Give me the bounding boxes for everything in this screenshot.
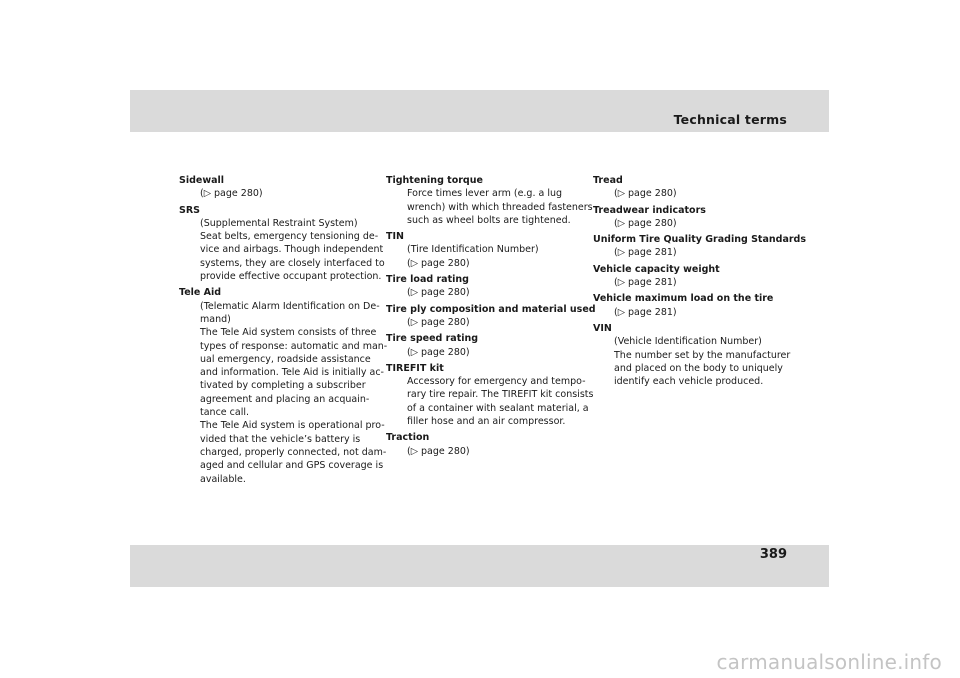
glossary-definition xyxy=(614,306,798,319)
glossary-definition xyxy=(407,375,594,428)
glossary-definition xyxy=(407,316,586,329)
definition-line: tivated by completing a subscriber xyxy=(200,380,366,392)
glossary-column-3 xyxy=(593,174,806,391)
glossary-entry xyxy=(386,303,596,330)
definition-line: provide effective occupant protection. xyxy=(200,271,382,283)
glossary-term: Vehicle maximum load on the tire xyxy=(593,293,774,305)
definition-line: charged, properly connected, not dam- xyxy=(200,446,387,458)
glossary-entry xyxy=(386,273,586,300)
glossary-definition xyxy=(614,187,798,200)
glossary-entry xyxy=(593,204,798,231)
definition-line: (▷ page 280) xyxy=(614,217,677,229)
glossary-definition xyxy=(200,217,385,283)
glossary-definition xyxy=(614,276,798,289)
glossary-entry xyxy=(179,286,388,485)
glossary-term: TIN xyxy=(386,231,404,243)
glossary-entry xyxy=(179,174,379,201)
definition-line: tance call. xyxy=(200,407,249,419)
glossary-term: Treadwear indicators xyxy=(593,204,706,216)
glossary-term: Tread xyxy=(593,175,623,186)
definition-line: (Telematic Alarm Identification on De- xyxy=(200,300,380,312)
definition-line: identify each vehicle produced. xyxy=(614,376,764,388)
definition-line: agreement and placing an acquain- xyxy=(200,393,370,405)
glossary-term: Tire speed rating xyxy=(386,333,479,345)
definition-line: (▷ page 280) xyxy=(407,346,470,358)
definition-line: The number set by the manufacturer xyxy=(614,349,791,361)
glossary-entry xyxy=(386,362,594,428)
definition-line: (Tire Identification Number) xyxy=(407,244,539,256)
glossary-definition xyxy=(407,286,586,299)
definition-line: and information. Tele Aid is initially ac- xyxy=(200,367,384,379)
glossary-term: VIN xyxy=(593,322,612,334)
definition-line: (▷ page 280) xyxy=(407,316,470,328)
glossary-term: Sidewall xyxy=(179,175,225,186)
definition-line: ual emergency, roadside assistance xyxy=(200,353,371,365)
header-band xyxy=(130,90,829,132)
definition-line: and placed on the body to uniquely xyxy=(614,362,783,374)
definition-line: (▷ page 281) xyxy=(614,247,677,259)
watermark-text: carmanualsonline.info xyxy=(716,650,942,674)
definition-line: systems, they are closely interfaced to xyxy=(200,257,385,269)
definition-line: mand) xyxy=(200,313,231,325)
definition-line: (▷ page 280) xyxy=(200,188,263,200)
definition-line: of a container with sealant material, a xyxy=(407,402,589,414)
definition-line: (Supplemental Restraint System) xyxy=(200,217,358,229)
glossary-entry xyxy=(593,322,798,388)
glossary-term: Uniform Tire Quality Grading Standards xyxy=(593,234,806,246)
glossary-definition xyxy=(407,445,586,458)
definition-line: such as wheel bolts are tightened. xyxy=(407,214,571,226)
glossary-term: Traction xyxy=(386,432,430,444)
glossary-term: SRS xyxy=(179,204,200,216)
glossary-entry xyxy=(593,174,798,201)
definition-line: (▷ page 281) xyxy=(614,277,677,289)
glossary-column-1 xyxy=(179,174,388,489)
glossary-entry xyxy=(593,263,798,290)
definition-line: aged and cellular and GPS coverage is xyxy=(200,460,384,472)
glossary-definition xyxy=(614,335,798,388)
definition-line: Force times lever arm (e.g. a lug xyxy=(407,188,563,200)
glossary-definition xyxy=(614,217,798,230)
definition-line: (▷ page 281) xyxy=(614,306,677,318)
definition-line: (▷ page 280) xyxy=(407,287,470,299)
glossary-entry xyxy=(386,332,586,359)
definition-line: Accessory for emergency and tempo- xyxy=(407,376,586,388)
glossary-entry xyxy=(593,292,798,319)
footer-band xyxy=(130,545,829,587)
definition-line: filler hose and an air compressor. xyxy=(407,416,566,428)
glossary-term: Tightening torque xyxy=(386,175,483,186)
glossary-term: Vehicle capacity weight xyxy=(593,263,720,275)
definition-line: (▷ page 280) xyxy=(407,257,470,269)
glossary-definition xyxy=(407,187,593,227)
definition-line: Seat belts, emergency tensioning de- xyxy=(200,231,379,243)
glossary-term: Tire load rating xyxy=(386,274,469,286)
section-title: Technical terms xyxy=(673,112,787,127)
definition-line: The Tele Aid system is operational pro- xyxy=(200,420,385,432)
definition-line: wrench) with which threaded fasteners xyxy=(407,201,593,213)
glossary-entry xyxy=(179,204,385,284)
glossary-entry xyxy=(386,230,586,270)
glossary-term: TIREFIT kit xyxy=(386,362,444,374)
glossary-definition xyxy=(614,246,798,259)
glossary-entry xyxy=(386,431,586,458)
glossary-definition xyxy=(407,243,586,270)
glossary-entry xyxy=(593,233,806,260)
definition-line: available. xyxy=(200,473,246,485)
glossary-column-2 xyxy=(386,174,596,461)
definition-line: (Vehicle Identification Number) xyxy=(614,336,762,348)
page-number: 389 xyxy=(759,547,787,562)
glossary-entry xyxy=(386,174,593,227)
glossary-term: Tele Aid xyxy=(179,287,222,299)
glossary-term: Tire ply composition and material used xyxy=(386,303,596,315)
glossary-definition xyxy=(200,300,388,486)
definition-line: types of response: automatic and man- xyxy=(200,340,388,352)
definition-line: rary tire repair. The TIREFIT kit consists xyxy=(407,389,594,401)
glossary-definition xyxy=(407,346,586,359)
definition-line: vice and airbags. Though independent xyxy=(200,244,384,256)
glossary-definition xyxy=(200,187,379,200)
definition-line: (▷ page 280) xyxy=(614,188,677,200)
definition-line: vided that the vehicle’s battery is xyxy=(200,433,361,445)
definition-line: (▷ page 280) xyxy=(407,445,470,457)
definition-line: The Tele Aid system consists of three xyxy=(200,327,377,339)
